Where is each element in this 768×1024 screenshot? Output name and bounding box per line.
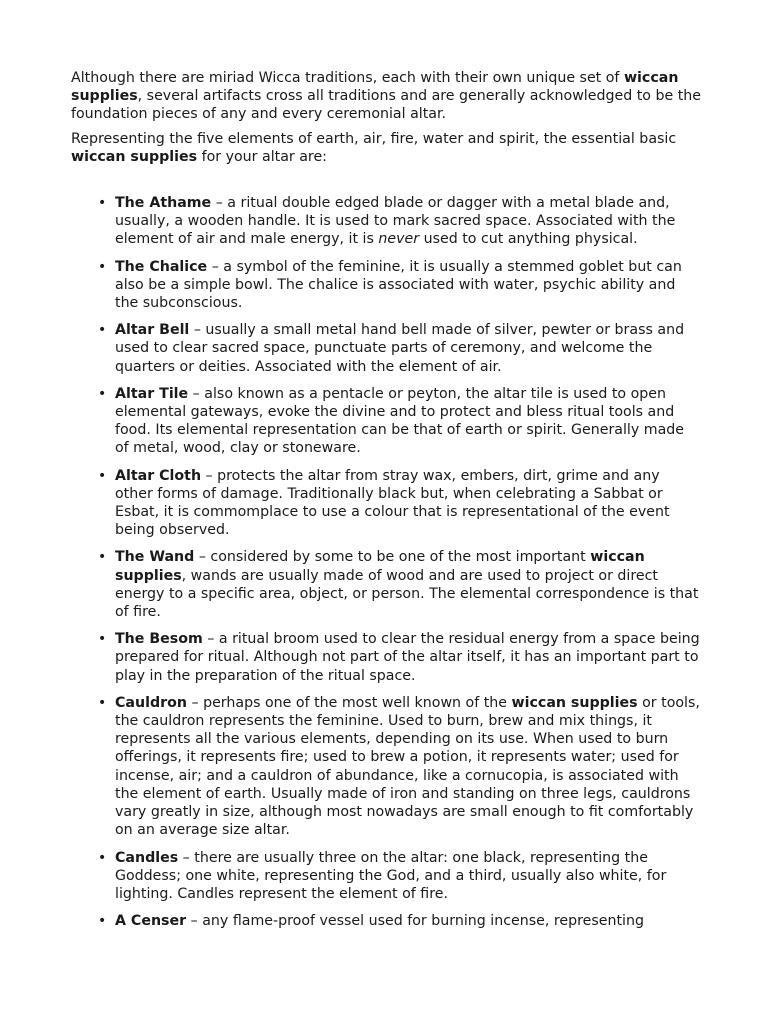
bullet-icon: • [98, 322, 107, 339]
intro-paragraph-1: Although there are miriad Wicca traditions, each with their own unique set of wiccan supplies, several artifacts cross all traditions and are generally acknowledged to be the foundation pieces of any and every ceremonial altar. [71, 70, 701, 122]
bullet-icon: • [98, 258, 107, 275]
list-item-besom: • The Besom – a ritual broom used to clear the residual energy from a space being prepared for ritual. Although not part of the altar itself, it has an important part to play in the preparation of the ritual space. [98, 631, 700, 684]
list-item-chalice: • The Chalice – a symbol of the feminine, it is usually a stemmed goblet but can also be a simple bowl. The chalice is associated with water, psychic ability and the subconscious. [98, 258, 682, 312]
list-item-altar-bell: • Altar Bell – usually a small metal hand bell made of silver, pewter or brass and used to clear sacred space, punctuate parts of ceremony, and welcome the quarters or deities. Associated with the element of air. [98, 322, 685, 375]
bullet-icon: • [98, 913, 107, 930]
bullet-icon: • [98, 385, 107, 402]
list-item-altar-tile: • Altar Tile – also known as a pentacle or peyton, the altar tile is used to open elemental gateways, evoke the divine and to protect and bless ritual tools and food. Its elemental representation can be that of earth or spirit. Generally made of metal, wood, clay or stoneware. [98, 385, 685, 457]
intro-paragraph-2: Representing the five elements of earth, air, fire, water and spirit, the essential basic wiccan supplies for your altar are: [71, 131, 677, 165]
list-item-censer: • A Censer – any flame-proof vessel used for burning incense, representing [98, 913, 644, 930]
bullet-icon: • [98, 631, 107, 648]
bullet-icon: • [98, 694, 107, 711]
list-item-cauldron: • Cauldron – perhaps one of the most well known of the wiccan supplies or tools, the cauldron represents the feminine. Used to burn, brew and mix things, it represents all the various elements, depending on its use. When used to burn offerings, it represents fire; used to brew a potion, it represents water; used for incense, air; and a cauldron of abundance, like a cornucopia, is associated with the element of earth. Usually made of iron and standing on three legs, cauldrons vary greatly in size, although most nowadays are small enough to fit comfortably on an average size altar. [98, 694, 700, 839]
bullet-icon: • [98, 549, 107, 566]
bullet-icon: • [98, 195, 107, 211]
list-item-candles: • Candles – there are usually three on the altar: one black, representing the Goddess; one white, representing the God, and a third, usually also white, for lighting. Candles represent the element of fire. [98, 849, 667, 902]
supplies-list [71, 194, 701, 930]
list-item-wand: • The Wand – considered by some to be one of the most important wiccan supplies, wands are usually made of wood and are used to project or direct energy to a specific area, object, or person. The elemental correspondence is that of fire. [98, 549, 699, 621]
list-item-altar-cloth: • Altar Cloth – protects the altar from stray wax, embers, dirt, grime and any other forms of damage. Traditionally black but, when celebrating a Sabbat or Esbat, it is commomplace to use a colour that is representational of the event being observed. [98, 467, 670, 539]
bullet-icon: • [98, 467, 107, 484]
bullet-icon: • [98, 849, 107, 866]
document-page [71, 69, 701, 939]
list-item-athame: • The Athame – a ritual double edged blade or dagger with a metal blade and, usually, a wooden handle. It is used to mark sacred space. Associated with the element of air and male energy, it is never used to cut anything physical. [98, 195, 676, 248]
